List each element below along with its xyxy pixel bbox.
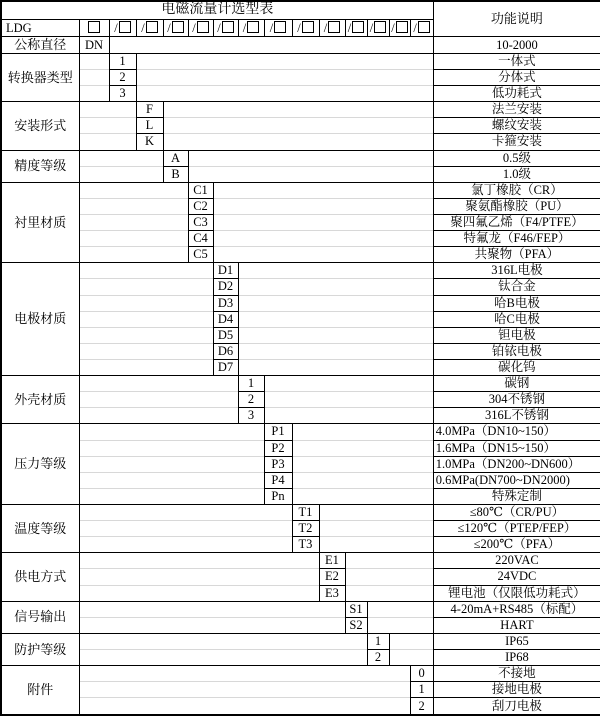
empty-region [79,231,188,247]
option-row [1,440,600,456]
empty-region [292,424,433,440]
empty-region [79,70,109,86]
empty-region [238,360,433,376]
slash-separator: / [217,21,221,36]
slash-separator: / [347,21,352,36]
category-label: 信号输出 [1,601,79,633]
code-cell: C1 [188,182,213,198]
code-cell: 2 [238,392,264,408]
empty-region [79,617,345,633]
category-label: 附件 [1,666,79,715]
option-row [1,360,600,376]
empty-region [79,247,188,263]
option-row [1,70,600,86]
code-cell: P2 [264,440,292,456]
desc-cell: 0.5级 [433,150,600,166]
desc-cell: 1.6MPa（DN15~150） [433,440,600,456]
code-cell: 2 [367,649,389,665]
option-row [1,118,600,134]
empty-region [79,504,292,520]
desc-cell: 铂铱电极 [433,343,600,359]
model-segment-cell [188,19,213,36]
desc-cell: 4.0MPa（DN10~150） [433,424,600,440]
desc-cell: ≤120℃（PTEP/FEP） [433,521,600,537]
empty-region [292,488,433,504]
option-row [1,537,600,553]
option-row [1,456,600,472]
desc-cell: 刮刀电极 [433,698,600,715]
empty-region [79,198,188,214]
empty-region [188,166,433,182]
function-desc-header: 功能说明 [433,1,600,37]
empty-region [264,392,433,408]
model-segment-cell [389,19,410,36]
code-cell: T1 [292,504,319,520]
model-segment-cell [163,19,188,36]
empty-region [79,585,319,601]
code-cell: Pn [264,488,292,504]
slash-separator: / [192,21,196,36]
code-cell: P4 [264,472,292,488]
empty-region [79,279,213,295]
option-row [1,198,600,214]
code-cell: D3 [213,295,238,311]
desc-cell: 聚四氟乙烯（F4/PTFE） [433,215,600,231]
code-cell: 2 [109,70,136,86]
empty-region [238,343,433,359]
empty-region [264,376,433,392]
empty-region [319,537,433,553]
option-row [1,569,600,585]
empty-region [79,440,264,456]
model-segment-cell [109,19,136,36]
option-row [1,376,600,392]
option-row [1,649,600,665]
option-row [1,698,600,715]
option-row [1,585,600,601]
empty-region [79,86,109,102]
checkbox-icon [172,21,184,33]
code-cell: E2 [319,569,345,585]
checkbox-icon [302,21,314,33]
code-cell: D2 [213,279,238,295]
empty-region [79,424,264,440]
empty-region [79,311,213,327]
option-row [1,504,600,520]
desc-cell: 碳钢 [433,376,600,392]
desc-cell: HART [433,617,600,633]
empty-region [345,585,433,601]
empty-region [79,601,345,617]
empty-region [213,247,433,263]
empty-region [238,263,433,279]
checkbox-icon [396,21,408,33]
model-segment-cell [136,19,163,36]
empty-region [79,376,238,392]
empty-region [345,553,433,569]
option-row [1,215,600,231]
empty-region [79,537,292,553]
empty-region [292,456,433,472]
slash-separator: / [391,21,395,36]
desc-cell: 316L电极 [433,263,600,279]
option-row [1,553,600,569]
desc-cell: ≤200℃（PFA） [433,537,600,553]
desc-cell: 一体式 [433,53,600,69]
empty-region [292,472,433,488]
desc-cell: 304不锈钢 [433,392,600,408]
empty-region [79,649,367,665]
empty-region [79,488,264,504]
empty-region [136,86,433,102]
model-segment-cell [264,19,292,36]
empty-region [238,327,433,343]
desc-cell: 220VAC [433,553,600,569]
empty-region [79,408,238,424]
code-cell: 3 [238,408,264,424]
empty-region [136,53,433,69]
checkbox-icon [222,21,234,33]
empty-region [79,343,213,359]
option-row [1,279,600,295]
empty-region [213,215,433,231]
option-row [1,488,600,504]
option-row [1,327,600,343]
option-row [1,295,600,311]
desc-cell: 1.0级 [433,166,600,182]
option-row [1,134,600,150]
desc-cell: IP68 [433,649,600,665]
code-cell: A [163,150,188,166]
checkbox-icon [274,21,286,33]
category-label: 温度等级 [1,504,79,552]
slash-separator: / [369,21,374,36]
category-label: 衬里材质 [1,182,79,263]
desc-cell: 氯丁橡胶（CR） [433,182,600,198]
desc-cell: 钛合金 [433,279,600,295]
code-cell: D1 [213,263,238,279]
empty-region [79,215,188,231]
category-label: 安装形式 [1,102,79,150]
desc-cell: 低功耗式 [433,86,600,102]
desc-cell: 1.0MPa（DN200~DN600） [433,456,600,472]
option-row [1,166,600,182]
code-cell: 1 [238,376,264,392]
empty-region [213,182,433,198]
empty-region [345,569,433,585]
empty-region [79,456,264,472]
empty-region [79,569,319,585]
slash-separator: / [167,21,171,36]
empty-region [79,553,319,569]
slash-separator: / [114,21,118,36]
model-segment-cell [213,19,238,36]
empty-region [163,118,433,134]
option-row [1,182,600,198]
empty-region [213,231,433,247]
empty-region [319,521,433,537]
code-cell: D6 [213,343,238,359]
empty-region [109,37,433,54]
empty-region [79,633,367,649]
code-cell: B [163,166,188,182]
option-row [1,311,600,327]
desc-cell: ≤80℃（CR/PU） [433,504,600,520]
empty-region [389,649,433,665]
empty-region [79,392,238,408]
empty-region [79,166,163,182]
option-row [1,247,600,263]
dn-row [1,37,600,54]
desc-cell: 特殊定制 [433,488,600,504]
empty-region [292,440,433,456]
empty-region [79,327,213,343]
empty-region [79,118,136,134]
desc-cell: 法兰安装 [433,102,600,118]
slash-separator: / [413,21,417,36]
desc-cell: 聚氨酯橡胶（PU） [433,198,600,214]
empty-region [79,698,410,715]
empty-region [79,472,264,488]
option-row [1,86,600,102]
category-label: 转换器类型 [1,53,79,101]
code-cell: D4 [213,311,238,327]
empty-region [163,134,433,150]
desc-cell: 卡箍安装 [433,134,600,150]
desc-cell: 哈B电极 [433,295,600,311]
empty-region [79,666,410,682]
checkbox-icon [197,21,209,33]
dn-desc-cell: 10-2000 [433,37,600,54]
option-row [1,472,600,488]
desc-cell: 特氟龙（F46/FEP） [433,231,600,247]
code-cell: D7 [213,360,238,376]
checkbox-icon [374,21,386,33]
model-segment-cell [345,19,367,36]
code-cell: S2 [345,617,367,633]
desc-cell: 哈C电极 [433,311,600,327]
empty-region [79,521,292,537]
option-row [1,601,600,617]
option-row [1,150,600,166]
code-cell: 1 [109,53,136,69]
desc-cell: 碳化钨 [433,360,600,376]
desc-cell: 分体式 [433,70,600,86]
option-row [1,231,600,247]
empty-region [367,601,433,617]
empty-region [136,70,433,86]
empty-region [163,102,433,118]
title-row [1,1,600,19]
option-row [1,263,600,279]
empty-region [367,617,433,633]
code-cell: 1 [367,633,389,649]
model-segment-cell [292,19,319,36]
code-cell: 3 [109,86,136,102]
slash-separator: / [269,21,274,36]
code-cell: T3 [292,537,319,553]
desc-cell: 螺纹安装 [433,118,600,134]
desc-cell: 24VDC [433,569,600,585]
table-title: 电磁流量计选型表 [1,1,433,19]
model-prefix: LDG [1,19,79,36]
code-cell: D5 [213,327,238,343]
empty-region [238,311,433,327]
category-label: 外壳材质 [1,376,79,424]
dn-code-cell: DN [79,37,109,54]
code-cell: E3 [319,585,345,601]
checkbox-icon [119,21,131,33]
code-cell: P1 [264,424,292,440]
category-label: 防护等级 [1,633,79,665]
category-label: 压力等级 [1,424,79,505]
empty-region [79,295,213,311]
code-cell: C4 [188,231,213,247]
empty-region [79,182,188,198]
category-label: 供电方式 [1,553,79,601]
desc-cell: 锂电池（仅限低功耗式） [433,585,600,601]
code-cell: S1 [345,601,367,617]
code-cell: C5 [188,247,213,263]
code-cell: P3 [264,456,292,472]
code-cell: 2 [410,698,433,715]
code-cell: F [136,102,163,118]
checkbox-icon [352,21,364,33]
option-row [1,666,600,682]
option-row [1,521,600,537]
empty-region [79,360,213,376]
empty-region [79,263,213,279]
option-row [1,53,600,69]
option-row [1,102,600,118]
checkbox-icon [247,21,259,33]
checkbox-icon [418,21,430,33]
empty-region [79,102,136,118]
option-row [1,424,600,440]
desc-cell: 0.6MPa(DN700~DN2000) [433,472,600,488]
model-lead-box-cell [79,19,109,36]
empty-region [319,504,433,520]
code-cell: 1 [410,682,433,698]
model-segment-cell [410,19,433,36]
desc-cell: 共聚物（PFA） [433,247,600,263]
slash-separator: / [297,21,301,36]
empty-region [79,682,410,698]
checkbox-icon [146,21,158,33]
desc-cell: 接地电极 [433,682,600,698]
empty-region [79,53,109,69]
empty-region [79,150,163,166]
code-cell: 0 [410,666,433,682]
desc-cell: IP65 [433,633,600,649]
option-row [1,392,600,408]
code-cell: L [136,118,163,134]
code-cell: K [136,134,163,150]
desc-cell: 4-20mA+RS485（标配） [433,601,600,617]
code-cell: T2 [292,521,319,537]
option-row [1,408,600,424]
empty-region [79,134,136,150]
slash-separator: / [242,21,247,36]
option-row [1,343,600,359]
category-label: 电极材质 [1,263,79,376]
model-segment-cell [238,19,264,36]
empty-region [238,295,433,311]
desc-cell: 不接地 [433,666,600,682]
model-segment-cell [319,19,345,36]
empty-region [238,279,433,295]
desc-cell: 钽电极 [433,327,600,343]
category-label: 精度等级 [1,150,79,182]
slash-separator: / [141,21,145,36]
option-row [1,633,600,649]
option-row [1,682,600,698]
checkbox-icon [328,21,340,33]
option-row [1,617,600,633]
code-cell: C2 [188,198,213,214]
slash-separator: / [323,21,328,36]
empty-region [188,150,433,166]
model-segment-cell [367,19,389,36]
category-label-dn: 公称直径 [1,37,79,54]
desc-cell: 316L不锈钢 [433,408,600,424]
code-cell: E1 [319,553,345,569]
empty-region [264,408,433,424]
code-cell: C3 [188,215,213,231]
checkbox-icon [88,21,100,33]
empty-region [389,633,433,649]
empty-region [213,198,433,214]
